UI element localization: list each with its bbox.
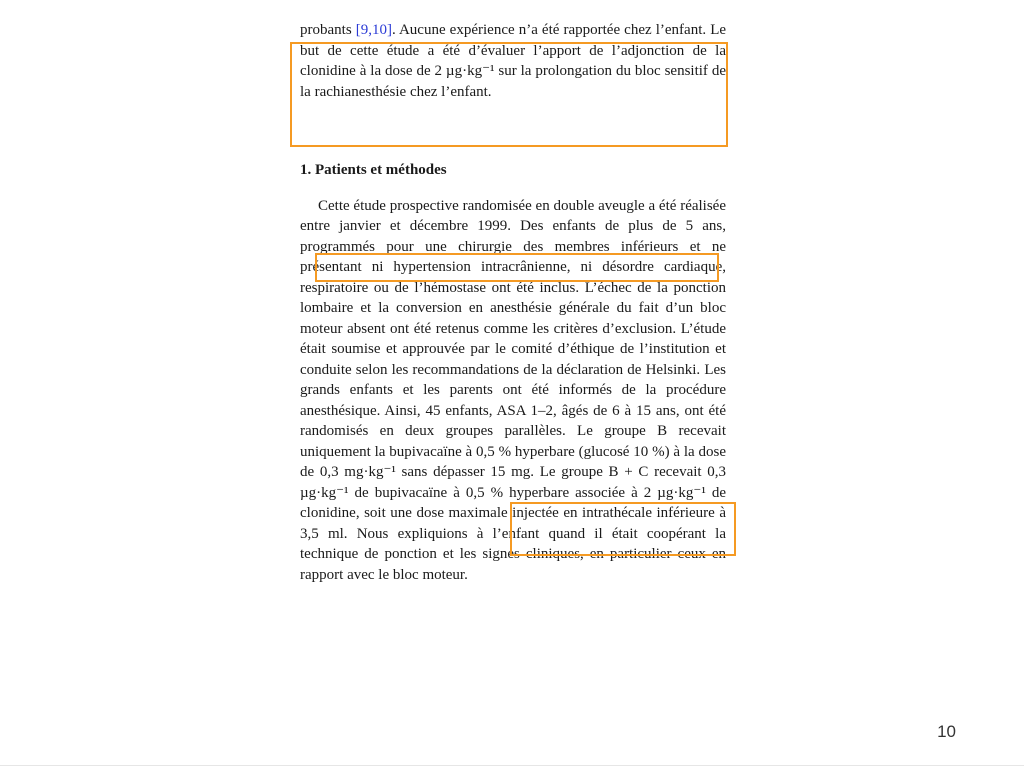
intro-paragraph [300,20,726,102]
bottom-divider [0,765,1024,766]
methods-highlight-mid: Ainsi, 45 enfants, ASA 1–2, âgés de 6 à 15 ans, ont été randomisés en deux groupes [300,402,726,439]
methods-paragraph [300,196,726,586]
intro-prefix: probants [300,22,356,38]
intro-rest: . Aucune expérience n’a été rapportée chez [391,22,652,38]
document-excerpt [300,20,726,585]
intro-highlighted-sentence: l’enfant. Le but de cette étude a été d’évaluer l’apport de l’adjonction de la clonidine à la dose de 2 µg·kg⁻¹ sur la prolongation du bloc sensitif de la rachianesthésie chez l’enfant. [300,22,727,100]
citation-link[interactable]: [9,10] [355,22,392,38]
section-heading: 1. Patients et méthodes [300,162,447,178]
page-number: 10 [937,722,956,741]
methods-text-a: a été réalisée entre janvier et décembre 1999. Des enfants de plus de 5 ans, programmés pour une chirurgie des membres inférieurs et ne présentant ni hypertension intracrânienne, ni désordre cardiaque, respiratoire ou de l’hémostase ont été inclus. L’échec de la ponction lombaire et la conversion en anesthésie générale du fait d’un bloc moteur absent ont été retenus comme les critères d’exclusion. L’étude était soumise et approuvée par le comité d’éthique de l’institution et conduite selon les recommandations de la déclaration de Helsinki. Les grands enfants et les parents ont été informés de la procédure anesthésique. [300,197,726,419]
methods-text-b: parallèles. Le groupe B recevait uniquement la bupivacaïne à 0,5 % hyperbare (glucosé 10 %) à la dose de 0,3 mg·kg⁻¹ sans dépasser 15 mg. Le groupe B + C recevait 0,3 µg·kg⁻¹ de bupivacaïne à 0,5 % hyperbare associée à 2 µg·kg⁻¹ de clonidine, soit une dose maximale injectée en intrathécale inférieure à 3,5 ml. Nous expliquions à l’enfant quand il était coopérant la technique de ponction et les signes cliniques, en particulier ceux en rapport avec le bloc moteur. [300,423,726,583]
methods-highlight-start: Cette étude prospective randomisée en double aveugle [318,197,645,214]
